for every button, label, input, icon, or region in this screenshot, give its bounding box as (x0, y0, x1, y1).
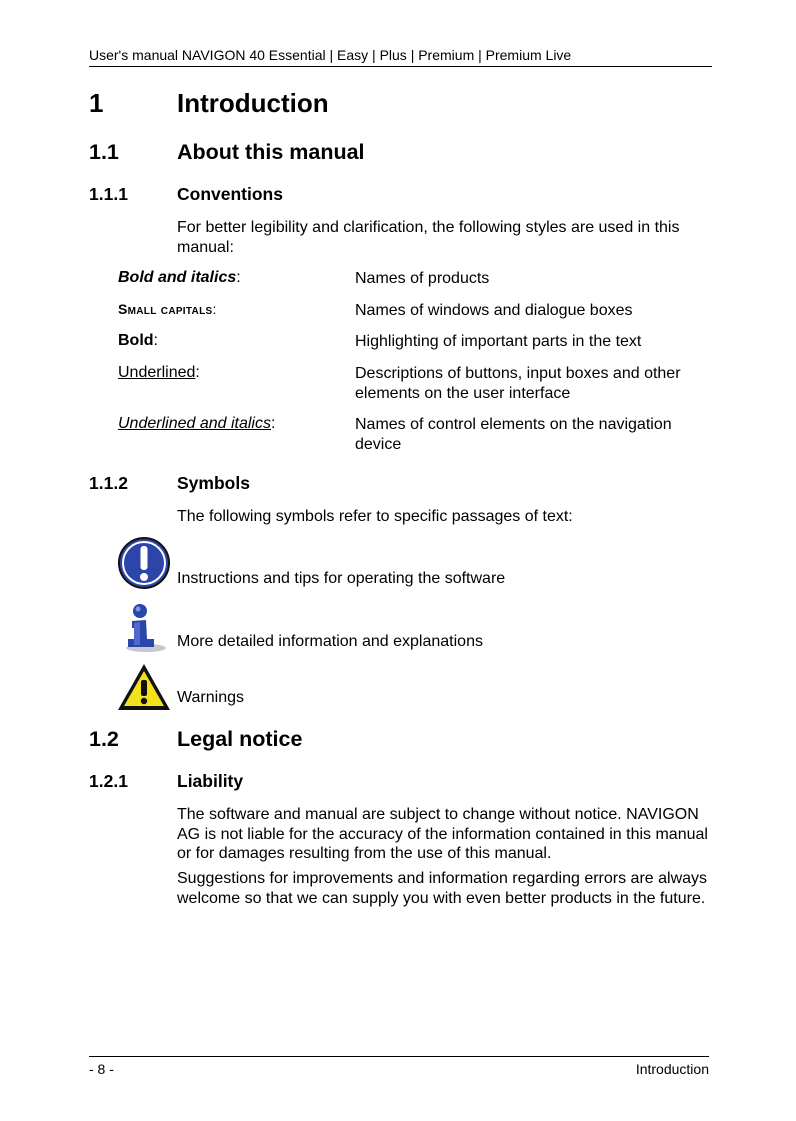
footer-section: Introduction (635, 1061, 709, 1077)
subsection-number: 1.1.2 (89, 473, 128, 493)
convention-desc: Names of windows and dialogue boxes (355, 302, 633, 319)
section-number: 1.1 (89, 140, 119, 164)
convention-desc: Descriptions of buttons, input boxes and other elements on the user interface (355, 365, 681, 402)
convention-term-underlined: Underlined: (118, 364, 200, 381)
convention-term-bold-italics: Bold and italics: (118, 269, 241, 286)
info-person-icon (116, 601, 172, 657)
liability-paragraph-2: Suggestions for improvements and information regarding errors are always welcome so that we can supply you with even better products in the future. (177, 870, 708, 907)
chapter-number: 1 (89, 88, 104, 118)
section-title: Legal notice (177, 727, 303, 751)
convention-term-underlined-italics: Underlined and italics: (118, 415, 276, 432)
convention-desc: Names of control elements on the navigation device (355, 416, 672, 453)
convention-term-small-caps: Small capitals: (118, 301, 217, 317)
subsection-title: Liability (177, 771, 244, 791)
warning-icon (116, 660, 172, 716)
symbols-intro: The following symbols refer to specific passages of text: (177, 508, 573, 525)
page-header: User's manual NAVIGON 40 Essential | Easy | Plus | Premium | Premium Live (89, 47, 712, 67)
subsection-number: 1.1.1 (89, 184, 128, 204)
subsection-title: Conventions (177, 184, 283, 204)
exclamation-icon (116, 535, 172, 591)
symbol-desc: More detailed information and explanations (177, 633, 483, 650)
page-number: - 8 - (89, 1061, 114, 1077)
page-footer (89, 1056, 709, 1077)
symbol-desc: Instructions and tips for operating the software (177, 570, 506, 587)
section-number: 1.2 (89, 727, 119, 751)
conventions-intro: For better legibility and clarification, the following styles are used in this manual: (177, 219, 680, 256)
subsection-title: Symbols (177, 473, 250, 493)
liability-paragraph-1: The software and manual are subject to change without notice. NAVIGON AG is not liable for the accuracy of the information contained in this manual or for damages resulting from the use of this manual. (177, 806, 708, 862)
convention-term-bold: Bold: (118, 332, 158, 349)
symbol-desc: Warnings (177, 689, 244, 706)
convention-desc: Highlighting of important parts in the text (355, 333, 642, 350)
chapter-title: Introduction (177, 88, 329, 118)
convention-desc: Names of products (355, 270, 490, 287)
subsection-number: 1.2.1 (89, 771, 128, 791)
section-title: About this manual (177, 140, 365, 164)
